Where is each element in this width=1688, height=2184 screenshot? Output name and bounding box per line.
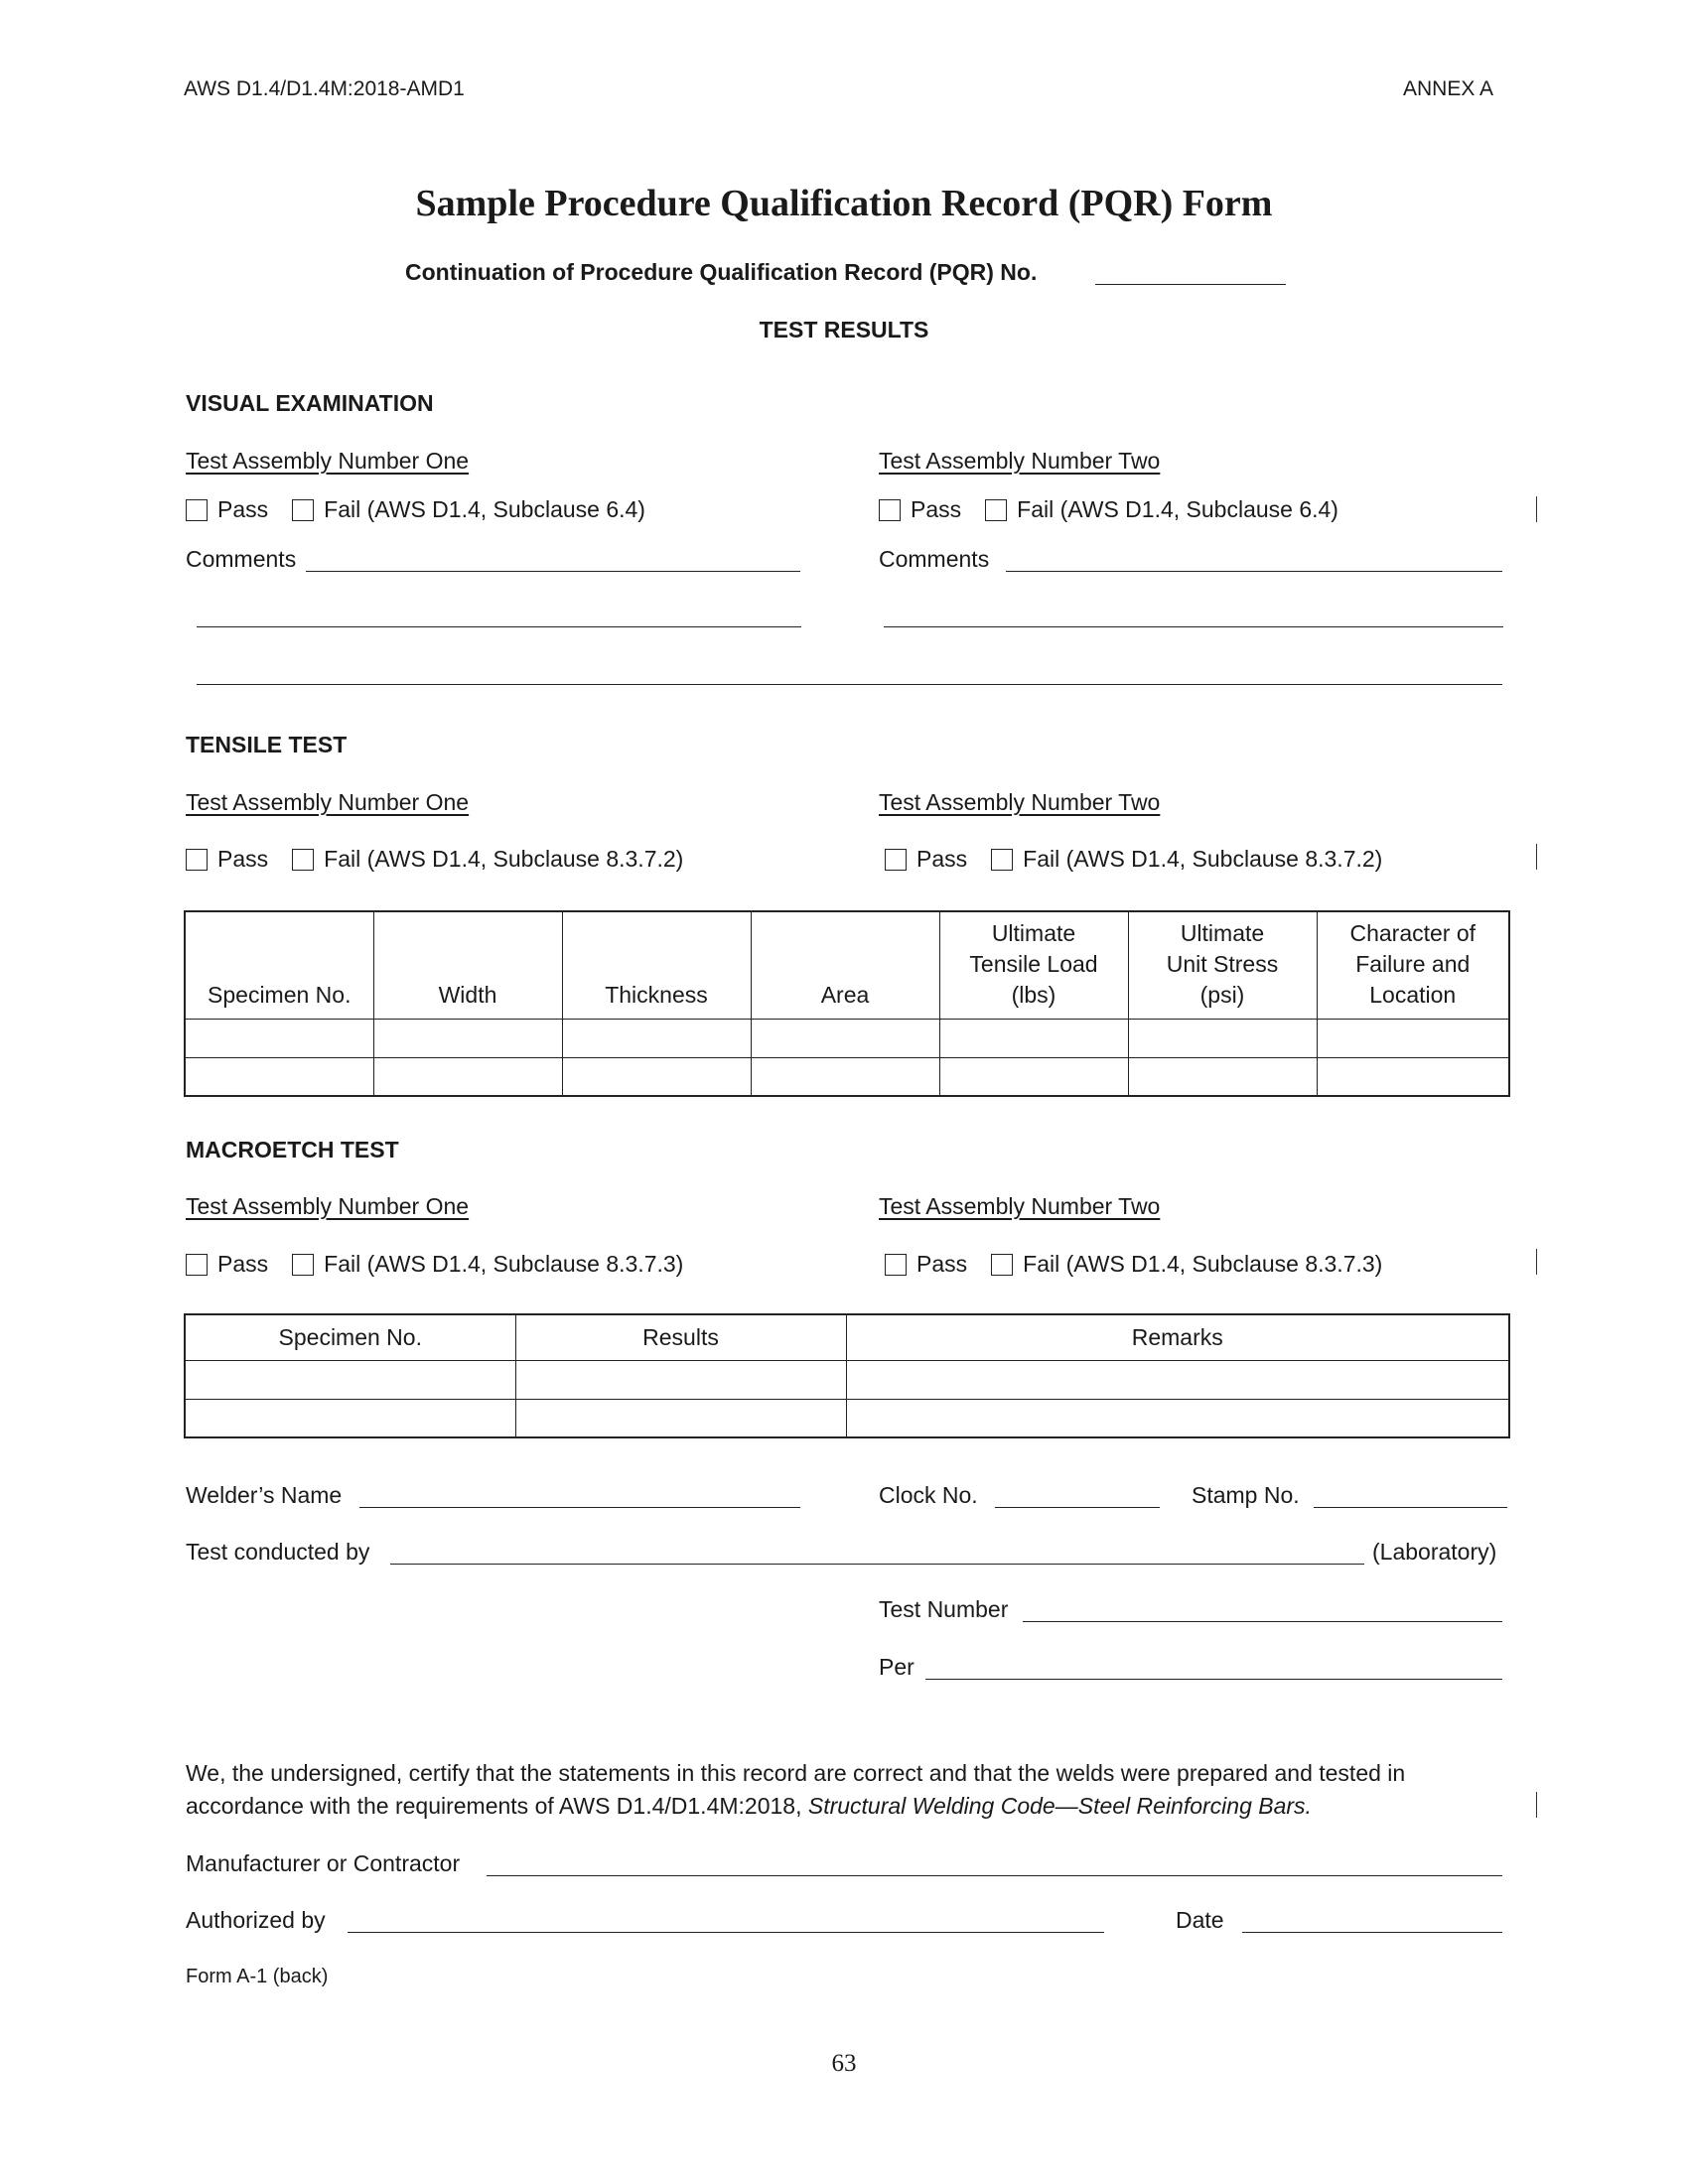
certification-text: accordance with the requirements of AWS D1.4/D1.4M:2018, xyxy=(186,1793,808,1819)
visual-one-comments-field[interactable] xyxy=(306,571,800,572)
tensile-assembly-two-label: Test Assembly Number Two xyxy=(879,789,1161,815)
manufacturer-field[interactable] xyxy=(487,1875,1502,1876)
table-cell[interactable] xyxy=(939,1019,1128,1057)
tensile-assembly-one-label: Test Assembly Number One xyxy=(186,789,470,815)
page-title: Sample Procedure Qualification Record (PQR) Form xyxy=(415,183,1273,224)
tensile-one-pass-checkbox[interactable] xyxy=(186,849,208,871)
authorized-by-field[interactable] xyxy=(348,1932,1104,1933)
pass-label: Pass xyxy=(217,1251,269,1277)
table-cell[interactable] xyxy=(373,1019,562,1057)
visual-two-comments-line-2[interactable] xyxy=(884,626,1503,627)
visual-assembly-one-checkboxes xyxy=(186,496,669,523)
table-cell[interactable] xyxy=(373,1057,562,1096)
table-cell[interactable] xyxy=(751,1057,939,1096)
visual-one-comments-label: Comments xyxy=(186,546,297,572)
table-row xyxy=(185,1019,1509,1057)
column-header-area: Area xyxy=(751,911,939,1019)
macroetch-one-fail-checkbox[interactable] xyxy=(292,1254,314,1276)
visual-comments-line-3[interactable] xyxy=(197,684,1502,685)
macroetch-assembly-two-checkboxes xyxy=(885,1251,1406,1278)
table-cell[interactable] xyxy=(515,1360,846,1399)
table-header-row xyxy=(185,1314,1509,1360)
column-header-results: Results xyxy=(515,1314,846,1360)
page-number: 63 xyxy=(831,2050,857,2077)
table-cell[interactable] xyxy=(185,1399,515,1437)
form-id: Form A-1 (back) xyxy=(186,1966,329,1987)
fail-label: Fail (AWS D1.4, Subclause 6.4) xyxy=(324,496,645,522)
test-conducted-by-field[interactable] xyxy=(390,1564,1364,1565)
fail-label: Fail (AWS D1.4, Subclause 8.3.7.2) xyxy=(324,846,684,872)
macroetch-assembly-one-label: Test Assembly Number One xyxy=(186,1193,470,1219)
table-cell[interactable] xyxy=(562,1019,751,1057)
fail-label: Fail (AWS D1.4, Subclause 6.4) xyxy=(1017,496,1338,522)
table-cell[interactable] xyxy=(846,1360,1509,1399)
stamp-no-field[interactable] xyxy=(1314,1507,1507,1508)
table-row xyxy=(185,1360,1509,1399)
column-header-thickness: Thickness xyxy=(562,911,751,1019)
visual-assembly-two-label: Test Assembly Number Two xyxy=(879,448,1161,474)
welders-name-field[interactable] xyxy=(359,1507,800,1508)
column-header-ultimate-tensile-load: Ultimate Tensile Load (lbs) xyxy=(939,911,1128,1019)
continuation-label: Continuation of Procedure Qualification Record (PQR) No. xyxy=(405,259,1038,285)
column-header-specimen-no: Specimen No. xyxy=(185,911,373,1019)
revision-bar xyxy=(1536,496,1537,522)
tensile-assembly-two-checkboxes xyxy=(885,846,1406,873)
table-row xyxy=(185,1399,1509,1437)
macroetch-two-fail-checkbox[interactable] xyxy=(991,1254,1013,1276)
running-header-right: ANNEX A xyxy=(1403,77,1494,100)
column-header-ultimate-unit-stress: Ultimate Unit Stress (psi) xyxy=(1128,911,1317,1019)
welders-name-label: Welder’s Name xyxy=(186,1482,343,1508)
macroetch-assembly-one-checkboxes xyxy=(186,1251,707,1278)
date-label: Date xyxy=(1176,1907,1224,1933)
tensile-two-pass-checkbox[interactable] xyxy=(885,849,907,871)
table-header-row xyxy=(185,911,1509,1019)
column-header-character-of-failure: Character of Failure and Location xyxy=(1317,911,1509,1019)
table-cell[interactable] xyxy=(185,1057,373,1096)
table-cell[interactable] xyxy=(939,1057,1128,1096)
table-cell[interactable] xyxy=(846,1399,1509,1437)
authorized-by-label: Authorized by xyxy=(186,1907,326,1933)
visual-assembly-two-checkboxes xyxy=(879,496,1362,523)
pass-label: Pass xyxy=(916,1251,968,1277)
clock-no-field[interactable] xyxy=(995,1507,1160,1508)
fail-label: Fail (AWS D1.4, Subclause 8.3.7.3) xyxy=(1023,1251,1383,1277)
test-number-field[interactable] xyxy=(1023,1621,1502,1622)
visual-one-fail-checkbox[interactable] xyxy=(292,499,314,521)
manufacturer-label: Manufacturer or Contractor xyxy=(186,1850,461,1876)
tensile-test-heading: TENSILE TEST xyxy=(186,732,348,757)
pqr-number-field[interactable] xyxy=(1095,284,1286,285)
visual-examination-heading: VISUAL EXAMINATION xyxy=(186,390,434,416)
test-conducted-by-label: Test conducted by xyxy=(186,1539,370,1565)
macroetch-one-pass-checkbox[interactable] xyxy=(186,1254,208,1276)
macroetch-assembly-two-label: Test Assembly Number Two xyxy=(879,1193,1161,1219)
tensile-assembly-one-checkboxes xyxy=(186,846,707,873)
visual-one-pass-checkbox[interactable] xyxy=(186,499,208,521)
table-cell[interactable] xyxy=(1317,1057,1509,1096)
fail-label: Fail (AWS D1.4, Subclause 8.3.7.2) xyxy=(1023,846,1383,872)
table-row xyxy=(185,1057,1509,1096)
test-number-label: Test Number xyxy=(879,1596,1009,1622)
visual-one-comments-line-2[interactable] xyxy=(197,626,801,627)
column-header-specimen-no: Specimen No. xyxy=(185,1314,515,1360)
table-cell[interactable] xyxy=(1317,1019,1509,1057)
pass-label: Pass xyxy=(217,496,269,522)
column-header-width: Width xyxy=(373,911,562,1019)
table-cell[interactable] xyxy=(1128,1057,1317,1096)
laboratory-label: (Laboratory) xyxy=(1372,1539,1497,1565)
tensile-results-table xyxy=(184,910,1510,1097)
table-cell[interactable] xyxy=(515,1399,846,1437)
revision-bar xyxy=(1536,1249,1537,1275)
tensile-one-fail-checkbox[interactable] xyxy=(292,849,314,871)
table-cell[interactable] xyxy=(562,1057,751,1096)
table-cell[interactable] xyxy=(185,1360,515,1399)
table-cell[interactable] xyxy=(751,1019,939,1057)
macroetch-test-heading: MACROETCH TEST xyxy=(186,1137,399,1162)
visual-two-comments-label: Comments xyxy=(879,546,990,572)
certification-line-2 xyxy=(186,1793,1312,1820)
revision-bar xyxy=(1536,1792,1537,1818)
pass-label: Pass xyxy=(916,846,968,872)
per-field[interactable] xyxy=(925,1679,1502,1680)
table-cell[interactable] xyxy=(1128,1019,1317,1057)
date-field[interactable] xyxy=(1242,1932,1502,1933)
revision-bar xyxy=(1536,844,1537,870)
visual-two-comments-field[interactable] xyxy=(1006,571,1502,572)
macroetch-two-pass-checkbox[interactable] xyxy=(885,1254,907,1276)
running-header-left: AWS D1.4/D1.4M:2018-AMD1 xyxy=(184,77,465,100)
table-cell[interactable] xyxy=(185,1019,373,1057)
fail-label: Fail (AWS D1.4, Subclause 8.3.7.3) xyxy=(324,1251,684,1277)
visual-two-pass-checkbox[interactable] xyxy=(879,499,901,521)
certification-line-1: We, the undersigned, certify that the statements in this record are correct and that the welds were prepared and tested in xyxy=(186,1760,1406,1786)
test-results-heading: TEST RESULTS xyxy=(759,317,929,342)
tensile-two-fail-checkbox[interactable] xyxy=(991,849,1013,871)
visual-assembly-one-label: Test Assembly Number One xyxy=(186,448,470,474)
per-label: Per xyxy=(879,1654,914,1680)
macroetch-results-table xyxy=(184,1313,1510,1438)
pass-label: Pass xyxy=(911,496,962,522)
stamp-no-label: Stamp No. xyxy=(1192,1482,1300,1508)
visual-two-fail-checkbox[interactable] xyxy=(985,499,1007,521)
code-title: Structural Welding Code—Steel Reinforcing Bars. xyxy=(807,1793,1312,1819)
column-header-remarks: Remarks xyxy=(846,1314,1509,1360)
clock-no-label: Clock No. xyxy=(879,1482,978,1508)
pass-label: Pass xyxy=(217,846,269,872)
